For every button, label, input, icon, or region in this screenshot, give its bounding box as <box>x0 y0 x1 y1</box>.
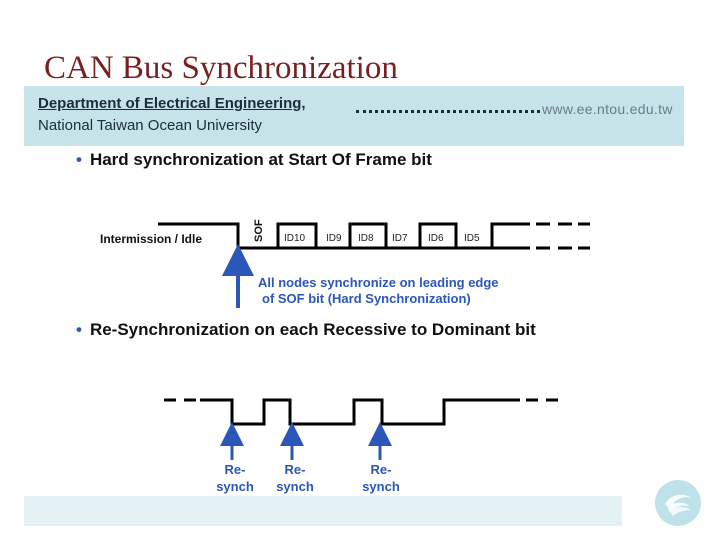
id-bit-labels <box>284 233 480 244</box>
hard-sync-waveform <box>158 224 590 248</box>
ntou-logo-graphic <box>655 480 701 526</box>
bullet-dot-icon: • <box>76 150 82 169</box>
idle-label: Intermission / Idle <box>100 232 203 246</box>
resync-label-line1: Re- <box>224 462 246 477</box>
resync-label-line2: synch <box>362 479 400 494</box>
resync-labels <box>216 462 400 494</box>
resync-waveform <box>164 400 558 424</box>
id-bit-label: ID5 <box>464 233 480 244</box>
department-label: Department of Electrical Engineering, <box>38 95 306 112</box>
bullet-hard-sync-text: Hard synchronization at Start Of Frame bit <box>89 150 432 169</box>
university-label: National Taiwan Ocean University <box>38 117 262 134</box>
resync-label-line2: synch <box>216 479 254 494</box>
annotation-line-1: All nodes synchronize on leading edge <box>258 275 499 290</box>
annotation-line-2: of SOF bit (Hard Synchronization) <box>262 291 471 306</box>
id-bit-label: ID10 <box>284 233 306 244</box>
resync-label-line1: Re- <box>370 462 392 477</box>
id-bit-label: ID7 <box>392 233 408 244</box>
ntou-logo-icon <box>655 480 701 526</box>
resync-label-line1: Re- <box>284 462 306 477</box>
id-bit-label: ID8 <box>358 233 374 244</box>
id-bit-label: ID9 <box>326 233 342 244</box>
sof-label: SOF <box>253 219 265 242</box>
bullet-dot-icon: • <box>76 320 82 339</box>
website-url: www.ee.ntou.edu.tw <box>542 101 673 117</box>
bullet-resync-text: Re-Synchronization on each Recessive to Dominant bit <box>89 320 536 339</box>
resync-label-line2: synch <box>276 479 314 494</box>
id-bit-label: ID6 <box>428 233 444 244</box>
page-title: CAN Bus Synchronization <box>44 50 398 86</box>
resync-signal-line <box>200 400 520 424</box>
